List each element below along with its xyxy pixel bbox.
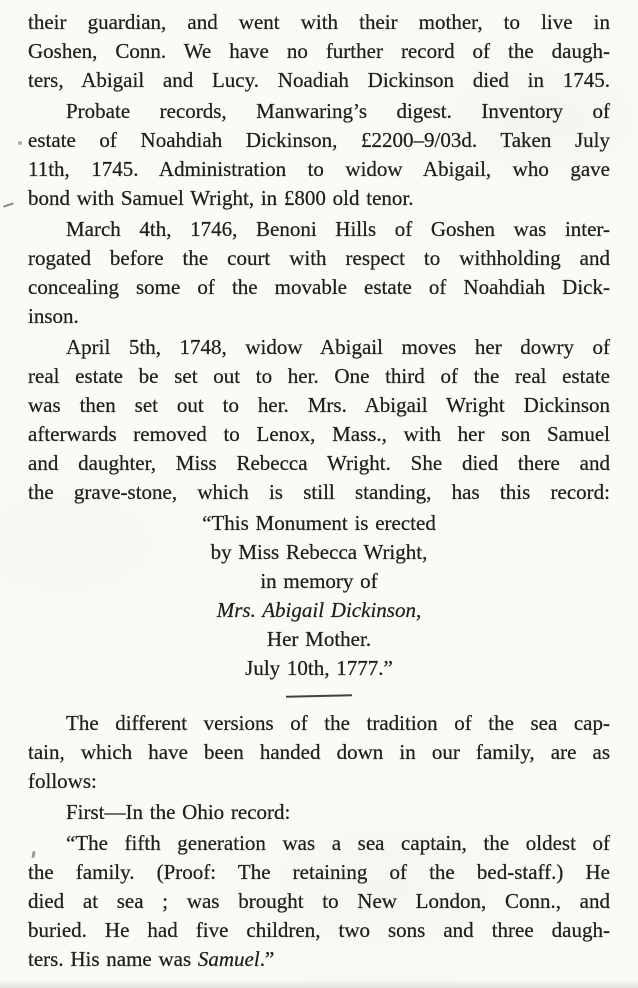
monument-line: Her Mother. [266, 627, 372, 651]
monument-line: “This Monument is erected [202, 511, 436, 535]
text-segment: ters. His name was [28, 947, 198, 971]
paragraph-probate [28, 97, 610, 213]
paragraph-guardian [28, 8, 610, 95]
monument-line: in memory of [260, 569, 378, 593]
monument-line: by Miss Rebecca Wright, [210, 540, 428, 564]
text-line [28, 945, 610, 974]
ink-dash-mark [3, 202, 14, 207]
paragraph-widow-dowry [28, 333, 610, 507]
text-line: follows: [28, 769, 97, 793]
text-segment-italic: Samuel [197, 947, 260, 971]
text-line: their guardian, and went with their mother, to live in [28, 10, 610, 34]
text-line: Goshen, Conn. We have no further record of the daugh- [28, 39, 610, 63]
text-line: Probate records, Manwaring’s digest. Inventory of [66, 99, 610, 123]
monument-line: July 10th, 1777.” [245, 656, 393, 680]
text-line: bond with Samuel Wright, in £800 old tenor. [28, 186, 414, 210]
text-line: was then set out to her. Mrs. Abigail Wright Dickinson [28, 393, 610, 417]
text-segment: .” [259, 947, 275, 971]
text-line: the grave-stone, which is still standing, has this record: [28, 480, 610, 504]
text-line: The different versions of the tradition of the sea cap- [66, 711, 610, 735]
text-line: estate of Noahdiah Dickinson, £2200–9/03d. Taken July [28, 128, 610, 152]
text-line: ters, Abigail and Lucy. Noadiah Dickinson died in 1745. [28, 68, 610, 92]
ink-speck [18, 141, 22, 145]
text-line: real estate be set out to her. One third of the real estate [28, 364, 610, 388]
text-line: First—In the Ohio record: [66, 800, 291, 824]
text-line: afterwards removed to Lenox, Mass., with her son Samuel [28, 422, 610, 446]
text-line: rogated before the court with respect to withholding and [28, 246, 610, 270]
paragraph-first-ohio [28, 798, 610, 827]
text-line: died at sea ; was brought to New London, Conn., and [28, 889, 610, 913]
section-divider [286, 694, 352, 697]
text-line: concealing some of the movable estate of Noahdiah Dick- [28, 275, 610, 299]
paragraph-benoni-hills [28, 215, 610, 331]
text-line: and daughter, Miss Rebecca Wright. She died there and [28, 451, 610, 475]
monument-inscription [28, 509, 610, 683]
text-line: March 4th, 1746, Benoni Hills of Goshen was inter- [66, 217, 610, 241]
text-line: tain, which have been handed down in our family, are as [28, 740, 610, 764]
text-line: inson. [28, 304, 79, 328]
text-line: the family. (Proof: The retaining of the bed-staff.) He [28, 860, 610, 884]
text-line: buried. He had five children, two sons and three daugh- [28, 918, 610, 942]
paragraph-ohio-quote [28, 829, 610, 974]
text-line: “The fifth generation was a sea captain, the oldest of [66, 831, 610, 855]
text-line: 11th, 1745. Administration to widow Abigail, who gave [28, 157, 610, 181]
paragraph-tradition-intro [28, 709, 610, 796]
text-line: April 5th, 1748, widow Abigail moves her dowry of [66, 335, 610, 359]
monument-line-name: Mrs. Abigail Dickinson, [216, 598, 422, 622]
